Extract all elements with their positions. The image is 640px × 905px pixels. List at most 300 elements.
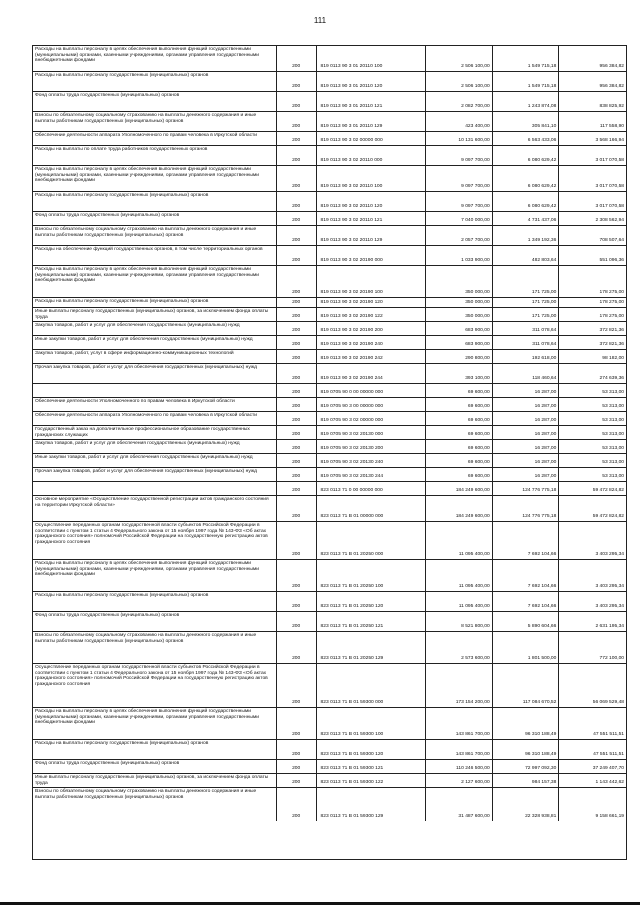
row-executed-text: 305 841,10 — [531, 124, 557, 130]
row-unexecuted — [559, 298, 626, 307]
row-name-text: Иные закупки товаров, работ и услуг для обеспечения государственных (муниципальных) нужд — [35, 337, 253, 342]
row-kbk — [317, 336, 426, 349]
table-row — [33, 468, 626, 482]
row-executed — [493, 398, 560, 411]
table-row — [33, 398, 626, 412]
row-code-text: 200 — [292, 404, 301, 410]
table-row — [33, 740, 626, 760]
table-row — [33, 522, 626, 560]
row-executed — [493, 146, 560, 165]
row-executed-text: 311 078,64 — [532, 342, 557, 348]
row-unexecuted-text: 53 313,00 — [602, 404, 625, 410]
row-name-text: Расходы на выплаты персоналу государственных (муниципальных) органов — [35, 299, 209, 304]
row-unexecuted-text: 178 275,00 — [599, 290, 625, 296]
row-executed — [493, 522, 560, 559]
row-name-text: Взносы по обязательному социальному страхованию на выплаты денежного содержания и иные выплаты работникам государственных (муниципальных) органов — [35, 113, 257, 124]
row-kbk-text: 819 0113 90 3 02 20110 121 — [320, 218, 383, 224]
row-code-text: 200 — [292, 356, 301, 362]
table-row — [33, 166, 626, 192]
row-unexecuted — [559, 496, 626, 521]
table-row — [33, 426, 626, 440]
row-code-text: 200 — [292, 376, 301, 382]
row-executed-text: 1 801 500,00 — [527, 656, 557, 662]
row-approved — [426, 246, 493, 265]
row-code-text: 200 — [292, 258, 301, 264]
row-name — [33, 398, 277, 411]
row-approved — [426, 384, 493, 397]
row-code — [277, 740, 317, 759]
row-executed-text: 171 725,00 — [531, 300, 557, 306]
row-kbk-text: 819 0113 90 3 01 20110 100 — [320, 64, 383, 70]
row-name-text: Расходы на выплаты персоналу в целях обеспечения выполнения функций государственными (муниципальными) органами, казенными учреждениями, органами управления государственными внебюджетными фондами — [35, 167, 260, 184]
row-unexecuted — [559, 132, 626, 145]
row-kbk — [317, 560, 426, 591]
row-approved-text: 423 400,00 — [465, 124, 490, 130]
row-name — [33, 350, 277, 363]
row-approved-text: 143 861 700,00 — [455, 732, 490, 738]
table-row — [33, 298, 626, 308]
row-code-text: 200 — [292, 300, 301, 306]
row-unexecuted-text: 3 017 070,58 — [595, 204, 625, 210]
row-executed — [493, 426, 560, 439]
row-approved — [426, 612, 493, 631]
row-approved-text: 290 800,00 — [465, 356, 490, 362]
row-unexecuted-text: 2 308 562,94 — [595, 218, 625, 224]
row-unexecuted-text: 178 275,00 — [599, 300, 625, 306]
row-code-text: 200 — [292, 552, 301, 558]
row-unexecuted-text: 53 313,00 — [602, 432, 625, 438]
row-kbk — [317, 350, 426, 363]
row-kbk-text: 819 0113 90 3 01 20110 121 — [320, 104, 383, 110]
row-name — [33, 212, 277, 225]
row-name — [33, 760, 277, 773]
row-approved-text: 69 600,00 — [467, 474, 490, 480]
row-kbk — [317, 426, 426, 439]
row-unexecuted — [559, 166, 626, 191]
table-row — [33, 384, 626, 398]
row-kbk-text: 819 0113 90 3 02 20190 242 — [320, 356, 383, 362]
table-row — [33, 454, 626, 468]
row-approved — [426, 92, 493, 111]
table-row — [33, 664, 626, 708]
row-approved — [426, 740, 493, 759]
row-unexecuted-text: 372 821,36 — [599, 342, 625, 348]
row-code-text: 200 — [292, 418, 301, 424]
row-code-text: 200 — [292, 314, 301, 320]
table-row — [33, 308, 626, 322]
row-unexecuted-text: 3 403 295,34 — [595, 604, 625, 610]
row-kbk — [317, 212, 426, 225]
row-code-text: 200 — [292, 84, 301, 90]
row-name — [33, 72, 277, 91]
row-unexecuted-text: 47 551 511,51 — [593, 752, 625, 758]
row-name — [33, 426, 277, 439]
row-kbk-text: 819 0705 90 3 02 20130 240 — [320, 460, 384, 466]
row-name-text: Иные выплаты персоналу государственных (муниципальных) органов, за исключением фонда оплаты труда — [35, 775, 269, 786]
row-name — [33, 774, 277, 787]
table-row — [33, 322, 626, 336]
row-unexecuted-text: 117 558,90 — [599, 124, 625, 130]
row-executed — [493, 788, 560, 821]
row-approved — [426, 440, 493, 453]
row-unexecuted-text: 956 384,82 — [599, 84, 625, 90]
row-kbk-text: 823 0113 71 В 01 20250 120 — [320, 604, 384, 610]
row-kbk-text: 823 0113 71 В 01 59300 120 — [320, 752, 384, 758]
row-name-text: Закупка товаров, работ и услуг для обеспечения государственных (муниципальных) нужд — [35, 441, 240, 446]
row-executed-text: 22 328 938,81 — [525, 814, 557, 820]
row-approved-text: 184 249 600,00 — [455, 514, 490, 520]
row-executed — [493, 364, 560, 383]
table-row — [33, 708, 626, 740]
row-approved — [426, 192, 493, 211]
row-approved-text: 69 600,00 — [467, 432, 490, 438]
row-kbk-text: 819 0705 90 3 02 20130 244 — [320, 474, 384, 480]
row-approved — [426, 774, 493, 787]
row-executed — [493, 440, 560, 453]
row-kbk — [317, 112, 426, 131]
row-code-text: 200 — [292, 474, 301, 480]
row-name-text: Фонд оплаты труда государственных (муниципальных) органов — [35, 761, 180, 766]
row-approved-text: 11 095 400,00 — [458, 552, 490, 558]
row-name-text: Прочая закупка товаров, работ и услуг для обеспечения государственных (муниципальных) нужд — [35, 469, 257, 474]
row-name-text: Расходы на выплаты персоналу государственных (муниципальных) органов — [35, 741, 209, 746]
row-code-text: 200 — [292, 218, 301, 224]
row-unexecuted-text: 9 158 661,19 — [595, 814, 625, 820]
row-code-text: 200 — [292, 732, 301, 738]
row-name-text: Закупка товаров, работ и услуг для обеспечения государственных (муниципальных) нужд — [35, 323, 240, 328]
row-approved — [426, 308, 493, 321]
table-row — [33, 364, 626, 384]
table-row — [33, 192, 626, 212]
row-name-text: Осуществление переданных органам государственной власти субъектов Российской Федерации в соответствии с пунктом 1 статьи 4 Федерального закона от 15 ноября 1997 года № 143-ФЗ «Об актах гражданского состояния» полномочий Российской Федерации на государственную регистрацию актов гражданского состояния — [35, 523, 268, 545]
row-unexecuted-text: 53 313,00 — [602, 474, 625, 480]
row-code-text: 200 — [292, 64, 301, 70]
row-unexecuted-text: 53 313,00 — [602, 446, 625, 452]
row-name — [33, 308, 277, 321]
row-kbk — [317, 632, 426, 663]
row-kbk-text: 819 0705 90 3 02 00000 000 — [320, 418, 384, 424]
row-kbk-text: 819 0113 90 3 02 00000 000 — [320, 138, 383, 144]
row-executed — [493, 322, 560, 335]
row-code-text: 200 — [292, 604, 301, 610]
row-unexecuted-text: 956 384,82 — [599, 64, 625, 70]
row-code-text: 200 — [292, 446, 301, 452]
row-executed-text: 192 618,00 — [531, 356, 557, 362]
row-executed — [493, 72, 560, 91]
row-unexecuted — [559, 632, 626, 663]
row-approved — [426, 166, 493, 191]
row-code — [277, 664, 317, 707]
row-unexecuted — [559, 336, 626, 349]
row-executed-text: 1 549 715,18 — [527, 84, 557, 90]
row-name — [33, 226, 277, 245]
row-code-text: 200 — [292, 460, 301, 466]
row-code — [277, 112, 317, 131]
row-code — [277, 226, 317, 245]
row-approved-text: 8 521 800,00 — [461, 624, 490, 630]
row-kbk-text: 823 0113 71 В 01 20250 129 — [320, 656, 384, 662]
row-code — [277, 592, 317, 611]
row-code-text: 200 — [292, 138, 301, 144]
row-name-text: Основное мероприятие «Осуществление государственной регистрации актов гражданского состояния на территории Иркутской области» — [35, 497, 269, 508]
row-name — [33, 322, 277, 335]
row-approved-text: 143 861 700,00 — [455, 752, 490, 758]
row-code — [277, 132, 317, 145]
row-code — [277, 266, 317, 297]
row-code-text: 200 — [292, 766, 301, 772]
row-unexecuted-text: 178 275,00 — [599, 314, 625, 320]
row-approved — [426, 426, 493, 439]
row-name-text: Расходы на выплаты персоналу в целях обеспечения выполнения функций государственными (муниципальными) органами, казенными учреждениями, органами управления государственными внебюджетными фондами — [35, 267, 260, 284]
row-code-text: 200 — [292, 656, 301, 662]
row-unexecuted-text: 3 017 070,58 — [595, 158, 625, 164]
row-kbk-text: 823 0113 71 В 01 20250 121 — [320, 624, 384, 630]
row-name — [33, 496, 277, 521]
row-executed-text: 171 725,00 — [531, 314, 557, 320]
row-approved-text: 173 154 200,00 — [455, 700, 490, 706]
row-executed — [493, 774, 560, 787]
row-executed-text: 118 460,64 — [532, 376, 557, 382]
row-code — [277, 708, 317, 739]
row-kbk-text: 819 0113 90 3 02 20110 000 — [320, 158, 383, 164]
row-kbk-text: 823 0113 71 В 01 20250 000 — [320, 552, 384, 558]
row-executed-text: 7 692 104,66 — [527, 552, 557, 558]
row-code-text: 200 — [292, 390, 301, 396]
row-code — [277, 350, 317, 363]
row-approved — [426, 482, 493, 495]
row-approved-text: 350 000,00 — [465, 300, 490, 306]
row-name-text: Расходы на выплаты персоналу государственных (муниципальных) органов — [35, 593, 209, 598]
row-kbk — [317, 788, 426, 821]
row-unexecuted — [559, 350, 626, 363]
row-executed — [493, 760, 560, 773]
row-executed — [493, 350, 560, 363]
row-approved-text: 9 097 700,00 — [461, 204, 490, 210]
row-unexecuted — [559, 788, 626, 821]
table-row — [33, 760, 626, 774]
row-approved — [426, 146, 493, 165]
row-name-text: Расходы на выплаты персоналу государственных (муниципальных) органов — [35, 193, 209, 198]
row-code-text: 200 — [292, 488, 301, 494]
row-kbk-text: 819 0113 90 3 01 20110 129 — [320, 124, 383, 130]
row-name — [33, 166, 277, 191]
row-name-text: Обеспечение деятельности аппарата Уполномоченного по правам человека в Иркутской области — [35, 133, 258, 138]
row-unexecuted — [559, 440, 626, 453]
row-unexecuted — [559, 212, 626, 225]
row-name-text: Обеспечение деятельности аппарата Уполномоченного по правам человека в Иркутской области — [35, 413, 258, 418]
row-unexecuted-text: 772 100,00 — [599, 656, 625, 662]
row-code — [277, 496, 317, 521]
row-code-text: 200 — [292, 514, 301, 520]
row-kbk — [317, 612, 426, 631]
row-name — [33, 788, 277, 821]
row-name-text: Закупка товаров, работ, услуг в сфере информационно-коммуникационных технологий — [35, 351, 234, 356]
row-approved-text: 2 506 100,00 — [461, 84, 490, 90]
row-unexecuted — [559, 774, 626, 787]
table-row — [33, 592, 626, 612]
row-approved-text: 9 097 700,00 — [461, 184, 490, 190]
row-approved — [426, 336, 493, 349]
row-unexecuted — [559, 72, 626, 91]
row-approved — [426, 496, 493, 521]
row-approved-text: 11 095 400,00 — [458, 584, 490, 590]
row-approved-text: 2 082 700,00 — [461, 104, 490, 110]
row-code-text: 200 — [292, 342, 301, 348]
row-executed-text: 16 287,00 — [534, 460, 557, 466]
row-kbk-text: 819 0113 90 3 02 20190 100 — [320, 290, 383, 296]
row-code — [277, 146, 317, 165]
table-row — [33, 482, 626, 496]
row-code — [277, 166, 317, 191]
row-approved-text: 11 095 400,00 — [458, 604, 490, 610]
row-name-text: Государственный заказ на дополнительное профессиональное образование государственных гражданских служащих — [35, 427, 250, 438]
row-approved-text: 683 900,00 — [465, 328, 490, 334]
row-kbk — [317, 740, 426, 759]
row-kbk — [317, 364, 426, 383]
row-name-text: Расходы на выплаты персоналу в целях обеспечения выполнения функций государственными (муниципальными) органами, казенными учреждениями, органами управления государственными внебюджетными фондами — [35, 561, 260, 578]
row-unexecuted — [559, 266, 626, 297]
row-unexecuted — [559, 364, 626, 383]
row-approved — [426, 398, 493, 411]
row-executed-text: 5 890 604,66 — [527, 624, 557, 630]
row-code — [277, 384, 317, 397]
row-executed-text: 4 731 437,06 — [527, 218, 557, 224]
row-name — [33, 468, 277, 481]
row-kbk — [317, 664, 426, 707]
table-row — [33, 132, 626, 146]
row-kbk-text: 819 0113 90 3 02 20110 129 — [320, 238, 383, 244]
row-kbk-text: 819 0705 90 3 02 20130 200 — [320, 446, 384, 452]
row-approved — [426, 454, 493, 467]
row-code — [277, 322, 317, 335]
row-unexecuted — [559, 454, 626, 467]
row-code — [277, 560, 317, 591]
row-code — [277, 788, 317, 821]
row-code-text: 200 — [292, 700, 301, 706]
row-name — [33, 412, 277, 425]
row-approved-text: 31 487 600,00 — [458, 814, 490, 820]
row-kbk — [317, 192, 426, 211]
row-approved-text: 683 900,00 — [465, 342, 490, 348]
row-name — [33, 336, 277, 349]
row-code-text: 200 — [292, 780, 301, 786]
row-executed — [493, 632, 560, 663]
row-kbk-text: 823 0113 71 В 01 59300 100 — [320, 732, 384, 738]
row-code — [277, 774, 317, 787]
row-unexecuted-text: 53 313,00 — [602, 418, 625, 424]
row-executed — [493, 166, 560, 191]
row-name-text: Расходы на обеспечение функций государственных органов, в том числе территориальных органов — [35, 247, 263, 252]
row-approved — [426, 72, 493, 91]
row-approved — [426, 632, 493, 663]
row-code-text: 200 — [292, 752, 301, 758]
row-kbk-text: 819 0113 90 3 02 20190 244 — [320, 376, 383, 382]
row-approved-text: 393 100,00 — [465, 376, 490, 382]
row-kbk-text: 823 0113 71 В 01 59300 000 — [320, 700, 384, 706]
row-approved-text: 350 000,00 — [465, 314, 490, 320]
row-kbk-text: 819 0113 90 3 01 20110 120 — [320, 84, 383, 90]
row-kbk — [317, 412, 426, 425]
row-unexecuted-text: 56 069 529,48 — [592, 700, 625, 706]
row-code — [277, 298, 317, 307]
row-unexecuted — [559, 322, 626, 335]
row-kbk — [317, 468, 426, 481]
row-approved — [426, 322, 493, 335]
row-name-text: Расходы на выплаты по оплате труда работников государственных органов — [35, 147, 208, 152]
row-executed-text: 482 803,64 — [531, 258, 557, 264]
row-unexecuted — [559, 560, 626, 591]
row-executed — [493, 192, 560, 211]
row-approved — [426, 560, 493, 591]
row-executed — [493, 740, 560, 759]
table-row — [33, 46, 626, 72]
row-kbk — [317, 760, 426, 773]
row-kbk-text: 823 0113 71 В 01 59300 121 — [320, 766, 384, 772]
row-approved-text: 10 131 600,00 — [458, 138, 490, 144]
row-name — [33, 192, 277, 211]
row-kbk — [317, 522, 426, 559]
row-name — [33, 364, 277, 383]
row-kbk-text: 819 0113 90 3 02 20110 120 — [320, 204, 383, 210]
row-approved — [426, 132, 493, 145]
table-row — [33, 246, 626, 266]
row-unexecuted-text: 2 631 195,34 — [595, 624, 625, 630]
row-executed-text: 16 287,00 — [534, 474, 557, 480]
row-kbk — [317, 774, 426, 787]
row-name — [33, 592, 277, 611]
row-name-text: Прочая закупка товаров, работ и услуг для обеспечения государственных (муниципальных) нужд — [35, 365, 257, 370]
row-kbk — [317, 72, 426, 91]
table-row — [33, 226, 626, 246]
table-row — [33, 92, 626, 112]
table-row — [33, 336, 626, 350]
row-executed-text: 16 287,00 — [534, 404, 557, 410]
row-unexecuted-text: 838 825,92 — [599, 104, 625, 110]
row-name-text: Расходы на выплаты персоналу в целях обеспечения выполнения функций государственными (муниципальными) органами, казенными учреждениями, органами управления государственными внебюджетными фондами — [35, 709, 260, 726]
row-approved — [426, 760, 493, 773]
row-executed-text: 117 084 670,52 — [522, 700, 557, 706]
row-code — [277, 46, 317, 71]
row-approved — [426, 298, 493, 307]
row-executed-text: 7 692 104,66 — [527, 584, 557, 590]
row-code — [277, 454, 317, 467]
row-approved-text: 2 127 600,00 — [461, 780, 490, 786]
row-executed — [493, 496, 560, 521]
row-executed — [493, 468, 560, 481]
table-row — [33, 350, 626, 364]
row-executed-text: 96 310 188,49 — [525, 752, 557, 758]
row-unexecuted — [559, 146, 626, 165]
row-executed-text: 1 549 715,18 — [527, 64, 557, 70]
row-approved — [426, 226, 493, 245]
row-executed-text: 124 776 775,18 — [522, 488, 557, 494]
row-code-text: 200 — [292, 584, 301, 590]
row-code — [277, 632, 317, 663]
row-name — [33, 612, 277, 631]
row-executed — [493, 482, 560, 495]
row-executed — [493, 132, 560, 145]
row-kbk — [317, 298, 426, 307]
row-code-text: 200 — [292, 238, 301, 244]
row-kbk — [317, 440, 426, 453]
row-approved-text: 350 000,00 — [465, 290, 490, 296]
row-executed — [493, 246, 560, 265]
row-code — [277, 522, 317, 559]
table-row — [33, 496, 626, 522]
row-approved-text: 7 040 000,00 — [461, 218, 490, 224]
row-unexecuted — [559, 112, 626, 131]
row-unexecuted — [559, 468, 626, 481]
